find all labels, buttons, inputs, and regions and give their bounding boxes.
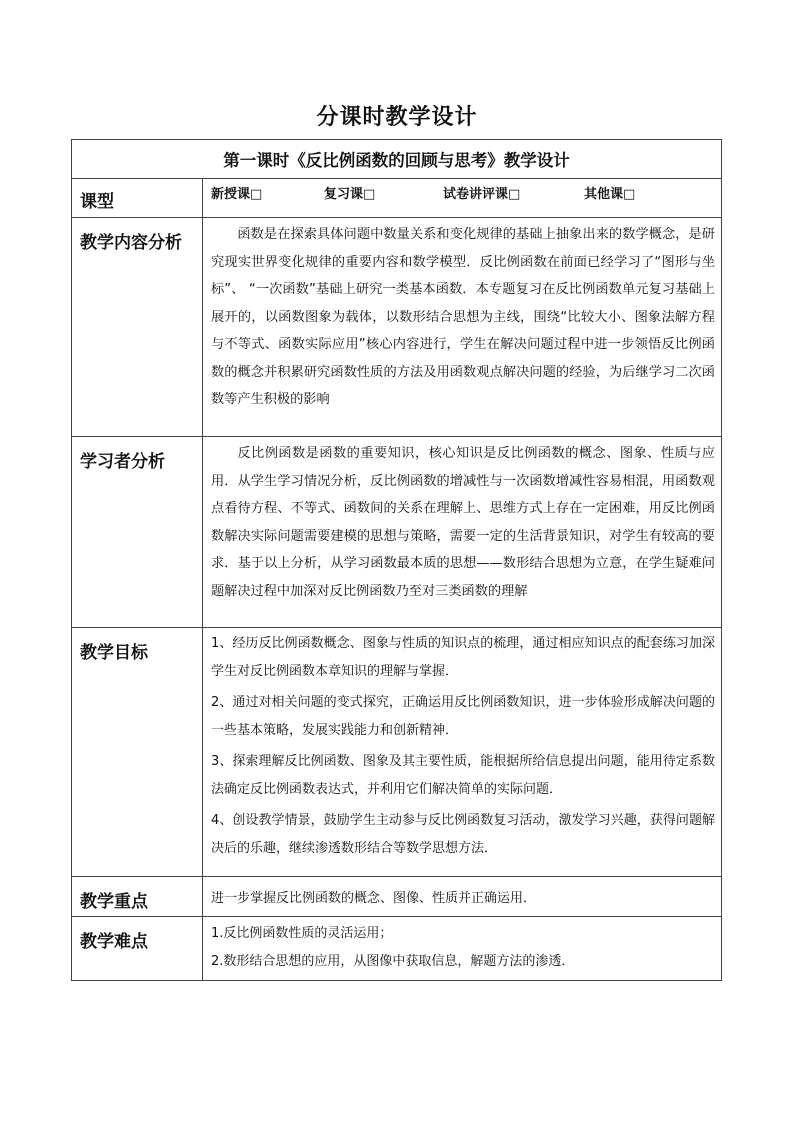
- objective-item: 3、探索理解反比例函数、图象及其主要性质，能根据所给信息提出问题，能用待定系数法确定反比例函数表达式，并利用它们解决简单的实际问题．: [211, 754, 715, 797]
- lesson-title-row: [72, 140, 722, 179]
- course-type-label: 课型: [72, 179, 203, 218]
- difficulty-item: 1.反比例函数性质的灵活运用；: [211, 926, 393, 941]
- objective-item: 4、创设教学情景，鼓励学生主动参与反比例函数复习活动，激发学习兴趣，获得问题解决后的乐趣，继续渗透数形结合等数学思想方法．: [211, 813, 715, 856]
- objectives-label: 教学目标: [72, 628, 203, 877]
- course-type-option-new[interactable]: 新授课□: [211, 187, 263, 202]
- learner-analysis-label: 学习者分析: [72, 437, 203, 628]
- content-analysis-label: 教学内容分析: [72, 218, 203, 437]
- objective-item: 1、经历反比例函数概念、图象与性质的知识点的梳理，通过相应知识点的配套练习加深学生对反比例函数本章知识的理解与掌握．: [211, 636, 715, 679]
- course-type-option-other[interactable]: 其他课□: [584, 187, 636, 202]
- course-type-option-exam-review[interactable]: 试卷讲评课□: [443, 187, 521, 202]
- difficulties-label: 教学难点: [72, 917, 203, 981]
- page-title: 分课时教学设计: [316, 104, 478, 130]
- content-analysis-text: 函数是在探索具体问题中数量关系和变化规律的基础上抽象出来的数学概念，是研究现实世界变化规律的重要内容和数学模型．反比例函数在前面已经学习了“图形与坐标”、 “一次函数”基础上研究一类基本函数．本专题复习在反比例函数单元复习基础上展开的，以函数图象为载体，以数形结合思想为主线，围绕“比较大小、图象法解方程与不等式、函数实际应用”核心内容进行，学生在解决问题过程中进一步领悟反比例函数的概念并积累研究函数性质的方法及用函数观点解决问题的经验，为后继学习二次函数等产生积极的影响: [211, 227, 715, 407]
- learner-analysis-row: [72, 437, 722, 628]
- key-points-text: 进一步掌握反比例函数的概念、图像、性质并正确运用．: [211, 891, 537, 906]
- objectives-row: [72, 628, 722, 877]
- key-points-row: [72, 877, 722, 917]
- difficulties-row: [72, 917, 722, 981]
- learner-analysis-text: 反比例函数是函数的重要知识，核心知识是反比例函数的概念、图象、性质与应用．从学生学习情况分析，反比例函数的增减性与一次函数增减性容易相混，用函数观点看待方程、不等式、函数间的关系在理解上、思维方式上存在一定困难，用反比例函数解决实际问题需要建模的思想与策略，需要一定的生活背景知识，对学生有较高的要求．基于以上分析，从学习函数最本质的思想——数形结合思想为立意，在学生疑难问题解决过程中加深对反比例函数乃至对三类函数的理解: [211, 446, 715, 599]
- lesson-title: 第一课时《反比例函数的回顾与思考》教学设计: [72, 140, 722, 179]
- key-points-label: 教学重点: [72, 877, 203, 917]
- course-type-options: [203, 179, 722, 218]
- course-type-row: [72, 179, 722, 218]
- difficulty-item: 2.数形结合思想的应用，从图像中获取信息，解题方法的渗透．: [211, 954, 575, 969]
- lesson-design-table: [71, 139, 722, 981]
- content-analysis-row: [72, 218, 722, 437]
- course-type-option-review[interactable]: 复习课□: [324, 187, 376, 202]
- objective-item: 2、通过对相关问题的变式探究，正确运用反比例函数知识，进一步体验形成解决问题的一些基本策略，发展实践能力和创新精神．: [211, 695, 715, 738]
